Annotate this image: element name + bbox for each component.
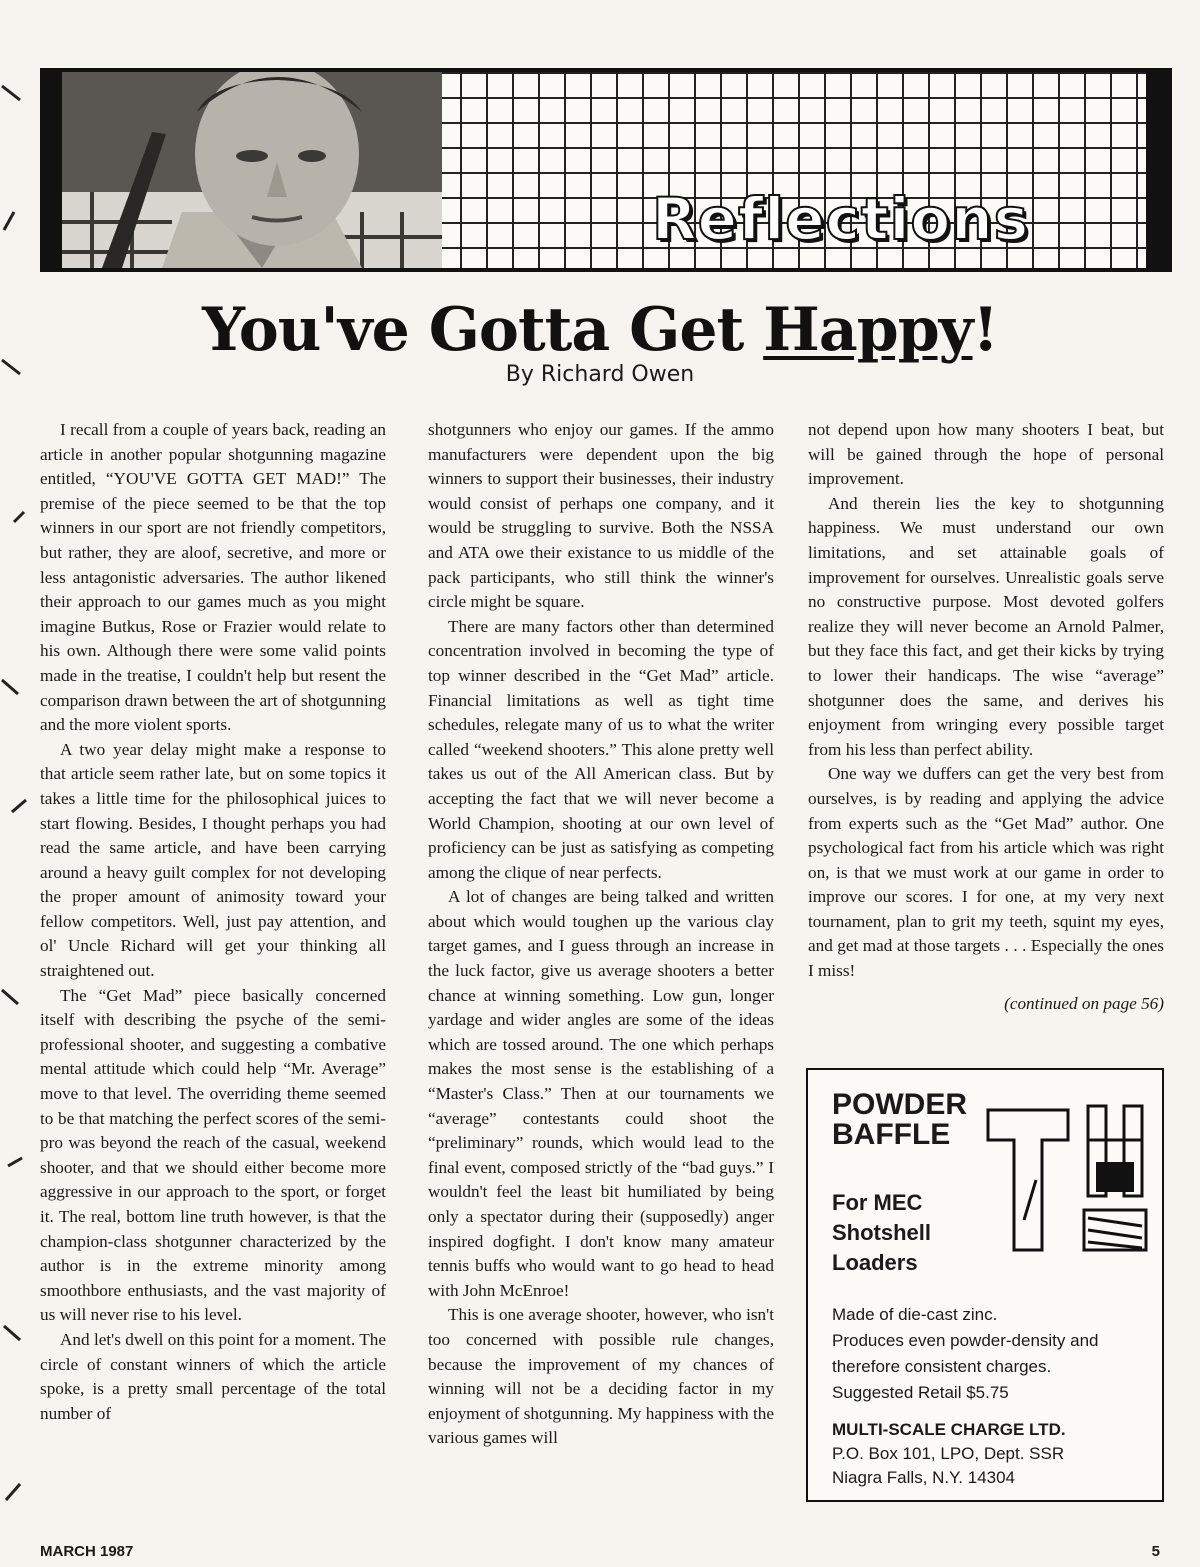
ad-price: Suggested Retail $5.75 xyxy=(832,1383,1009,1402)
paragraph: And therein lies the key to shotgunning happiness. We must understand our own limitations, and set attainable goals of improvement for ourselves. Unrealistic goals serve no constructive purpose. Most devoted golfers realize they will never become an Arnold Palmer, but they face this fact, and get their kicks by trying to lower their handicaps. The wise “average” shotgunner does the same, and derives his enjoyment from wringing every possible target from his less than perfect ability. xyxy=(808,493,1164,759)
paragraph: There are many factors other than determined concentration involved in becoming the type of top winner described in the “Get Mad” article. Financial limitations as well as tight time schedules, relegate many of us to what the writer called “weekend shooters.” This alone pretty well takes us out of the All American class. But by accepting the fact that we will never become a World Champion, shooting at our own level of proficiency can be just as satisfying as competing among the clique of near perfects. xyxy=(428,616,774,882)
paragraph: This is one average shooter, however, who isn't too concerned with possible rule changes, because the improvement of my chances of winning will not be a deciding factor in my enjoyment of shotgunning. My happiness with the various games will xyxy=(428,1305,774,1448)
column-banner xyxy=(40,68,1172,272)
article-column-1 xyxy=(40,418,386,1426)
ad-title xyxy=(832,1090,967,1150)
powder-baffle-ad xyxy=(806,1068,1164,1502)
ad-body-line: Produces even powder-density and therefore consistent charges. xyxy=(832,1331,1099,1376)
banner-left-bar xyxy=(44,72,62,268)
ad-company-name: MULTI-SCALE CHARGE LTD. xyxy=(832,1420,1066,1439)
ad-subtitle-line: Shotshell xyxy=(832,1220,932,1245)
ad-title-line: POWDER xyxy=(832,1088,967,1121)
ad-address-line: P.O. Box 101, LPO, Dept. SSR xyxy=(832,1444,1065,1463)
article-column-3 xyxy=(808,418,1164,1016)
margin-marks xyxy=(0,0,30,1567)
paragraph: shotgunners who enjoy our games. If the ammo manufacturers were dependent upon the big winners to support their businesses, their industry would consist of perhaps one company, and it would be struggling to survive. Both the NSSA and ATA owe their existance to us middle of the pack participants, who still think the winner's circle might be square. xyxy=(428,420,774,612)
ad-title-line: BAFFLE xyxy=(832,1118,951,1151)
paragraph: A lot of changes are being talked and written about which would toughen up the various clay target games, and I guess through an increase in the luck factor, give us average shooters a better chance at winning something. Low gun, longer yardage and wider angles are some of the ideas which are tossed around. The one which perhaps makes the most sense is the establishing of a “Master's Class.” Then at our tournaments we “average” contestants could shoot the “preliminary” rounds, which would lead to the final event, composed strictly of the “bad guys.” I wouldn't feel the least bit humiliated by being only a spectator during their (supposedly) anger inspired dogfight. I don't know many amateur tennis buffs who would want to go head to head with John McEnroe! xyxy=(428,887,774,1300)
paragraph: A two year delay might make a response to that article seem rather late, but on some topics it takes a little time for the philosophical juices to start flowing. Besides, I thought perhaps you had read the same article, and have been carrying around a heavy guilt complex for not developing the proper amount of animosity toward your fellow competitors. Well, just pay attention, and ol' Uncle Richard will get your thinking all straightened out. xyxy=(40,739,386,981)
headline-text: You've Gotta Get xyxy=(202,295,764,365)
issue-date: MARCH 1987 xyxy=(40,1543,134,1560)
article-headline xyxy=(0,295,1200,365)
paragraph: I recall from a couple of years back, reading an article in another popular shotgunning magazine entitled, “YOU'VE GOTTA GET MAD!” The premise of the piece seemed to be that the top winners in our sport are not friendly competitors, but rather, they are aloof, secretive, and more or less antagonistic adversaries. The author likened their approach to our games much as you might imagine Butkus, Rose or Frazier would relate to his own. Although there were some valid points made in the treatise, I couldn't help but resent the comparison drawn between the art of shotgunning and the more violent sports. xyxy=(40,420,386,735)
ad-subtitle-line: For MEC xyxy=(832,1190,923,1215)
paragraph: One way we duffers can get the very best from ourselves, is by reading and applying the advice from experts such as the “Get Mad” author. One psychological fact from his article which was right on, is that we must work at our game in order to improve our scores. I for one, at my very next tournament, plan to grit my teeth, squint my eyes, and get mad at those targets . . . Especially the ones I miss! xyxy=(808,764,1164,981)
headline-exclamation: ! xyxy=(972,295,998,365)
article-column-2 xyxy=(428,418,774,1451)
byline: By Richard Owen xyxy=(505,362,695,387)
ad-subtitle xyxy=(832,1188,931,1278)
ad-company xyxy=(832,1418,1146,1490)
ad-address-line: Niagra Falls, N.Y. 14304 xyxy=(832,1468,1016,1487)
ad-body xyxy=(832,1302,1146,1406)
headline-underlined-word: Happy xyxy=(763,295,973,365)
column-title: Reflections xyxy=(652,185,1030,253)
author-portrait xyxy=(62,72,442,268)
powder-baffle-illustration xyxy=(984,1100,1150,1270)
ad-subtitle-line: Loaders xyxy=(832,1250,918,1275)
paragraph: not depend upon how many shooters I beat, but will be gained through the hope of personal improvement. xyxy=(808,420,1164,489)
paragraph: The “Get Mad” piece basically concerned itself with describing the psyche of the semi-professional shooter, and suggesting a combative mental attitude which could help “Mr. Average” move to that level. The overriding theme seemed to be that matching the perfect scores of the semi-pro was beyond the reach of the casual, weekend shooter, and that we should either become more aggressive in our approach to the sport, or forget it. The real, bottom line truth however, is that the champion-class shotgunner characterized by the author is in the extreme minority among smoothbore enthusiasts, and the vast majority of us will never rise to his level. xyxy=(40,985,386,1325)
banner-right-bar xyxy=(1146,72,1168,268)
page-number: 5 xyxy=(1151,1543,1160,1560)
continued-note: (continued on page 56) xyxy=(1004,993,1164,1013)
paragraph: And let's dwell on this point for a moment. The circle of constant winners of which the article spoke, is a pretty small percentage of the total number of xyxy=(40,1329,386,1423)
ad-body-line: Made of die-cast zinc. xyxy=(832,1305,998,1324)
